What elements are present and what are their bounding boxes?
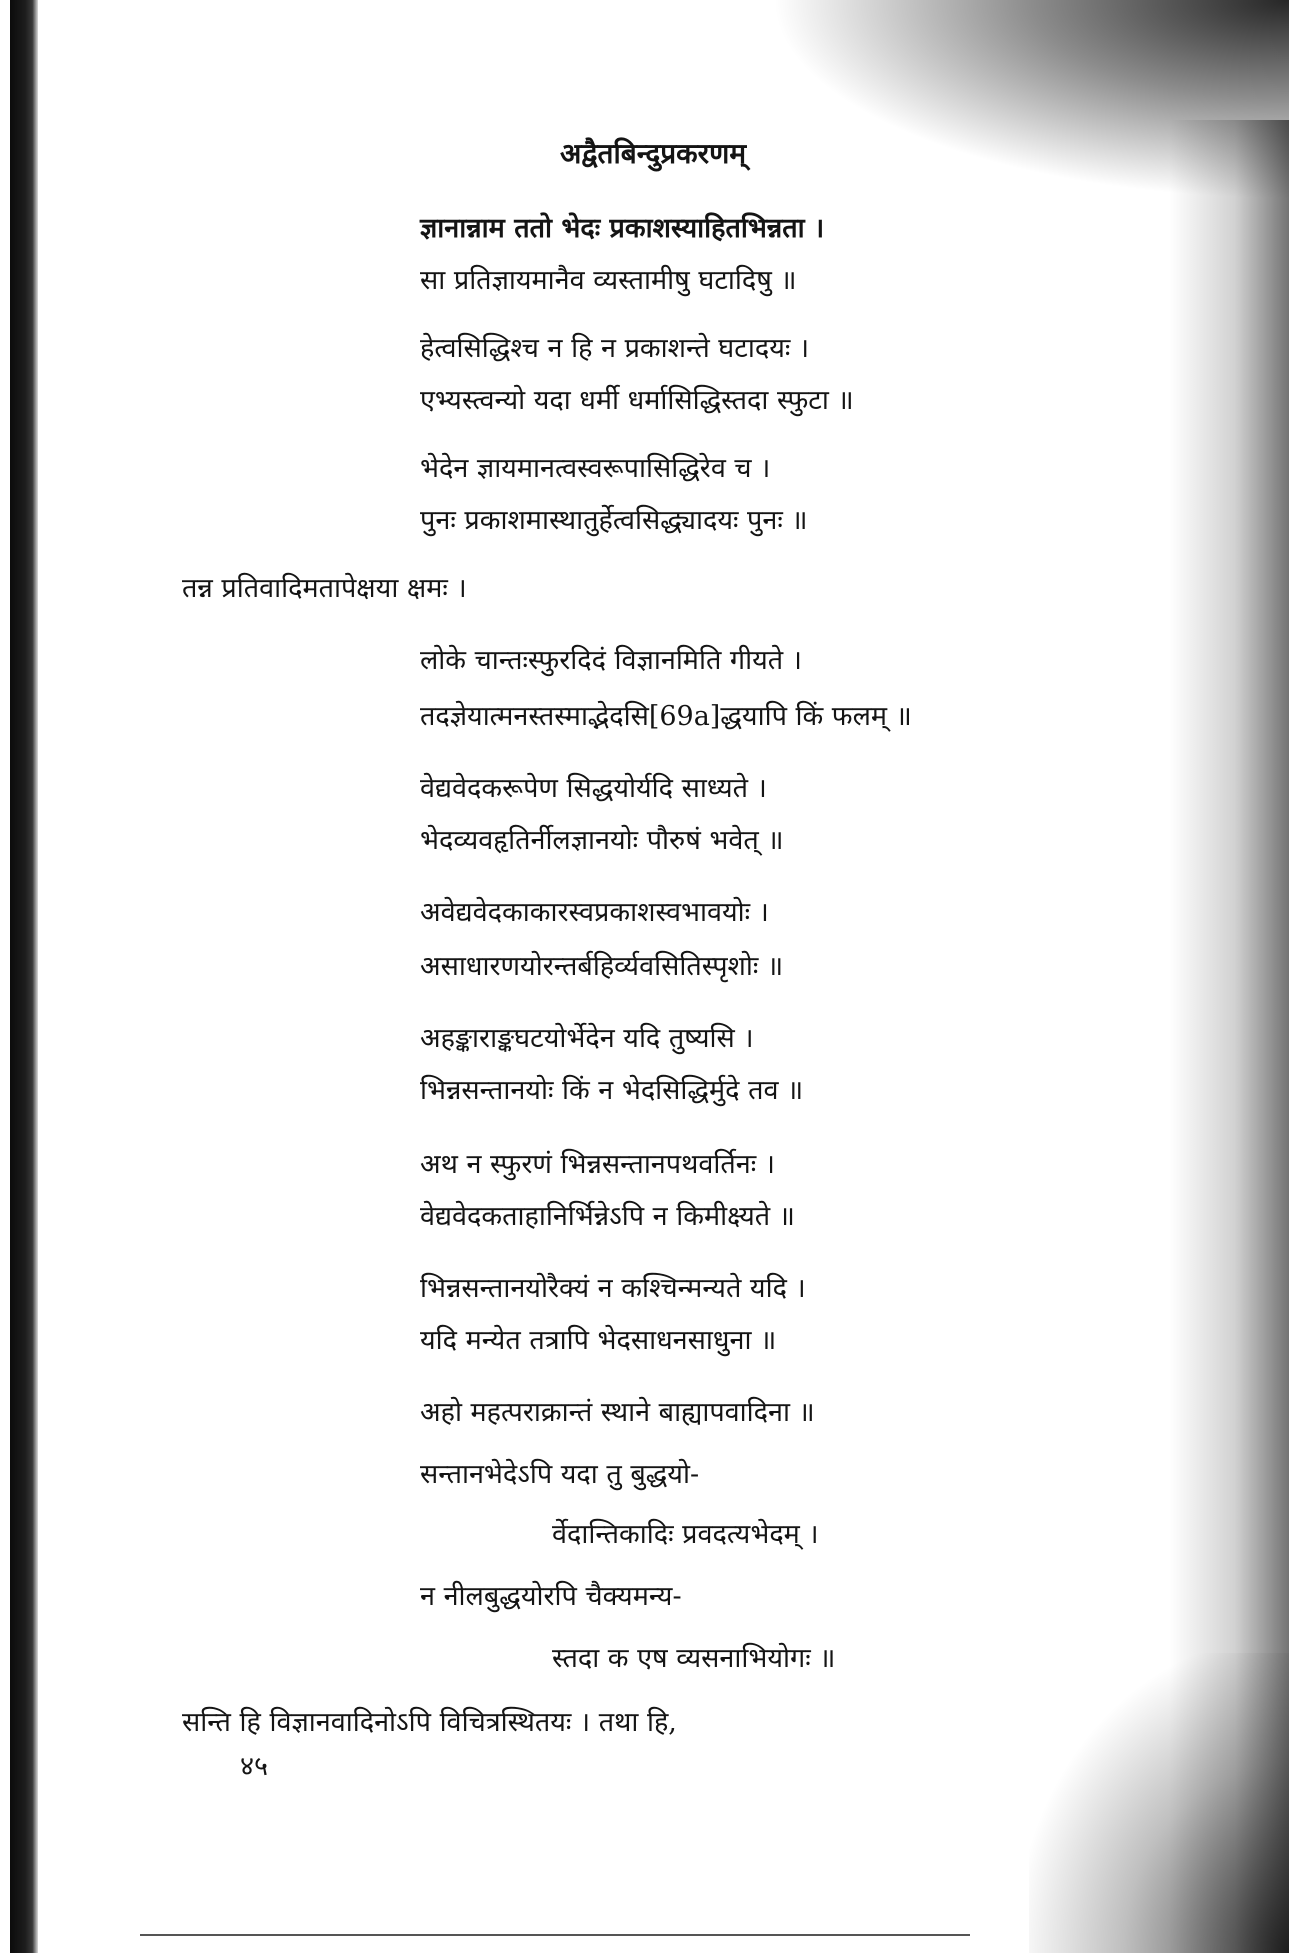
page-number: ४५ — [240, 1751, 269, 1782]
verse-line: यदि मन्येत तत्रापि भेदसाधनसाधुना ॥ — [420, 1325, 777, 1356]
verse-line: न नीलबुद्धयोरपि चैक्यमन्य- — [420, 1581, 682, 1612]
verse-line: सन्तानभेदेऽपि यदा तु बुद्धयो- — [420, 1459, 700, 1490]
verse-line: एभ्यस्त्वन्यो यदा धर्मी धर्मासिद्धिस्तदा स्फुटा ॥ — [420, 385, 854, 416]
verse-line: भिन्नसन्तानयोः किं न भेदसिद्धिर्मुदे तव ॥ — [420, 1075, 804, 1106]
verse-line: भेदव्यवहृतिर्नीलज्ञानयोः पौरुषं भवेत् ॥ — [420, 825, 784, 856]
verse-line: वेद्यवेदकताहानिर्भिन्नेऽपि न किमीक्ष्यते ॥ — [420, 1201, 795, 1232]
verse-line: अवेद्यवेदकाकारस्वप्रकाशस्वभावयोः । — [420, 897, 769, 928]
verse-line: हेत्वसिद्धिश्च न हि न प्रकाशन्ते घटादयः । — [420, 333, 810, 364]
bottom-rule — [140, 1934, 970, 1936]
book-spine-shadow — [10, 0, 38, 1953]
verse-line: वेद्यवेदकरूपेण सिद्धयोर्यदि साध्यते । — [420, 773, 767, 804]
prose-line: सन्ति हि विज्ञानवादिनोऽपि विचित्रस्थितयः । तथा हि, — [182, 1707, 677, 1738]
verse-line: पुनः प्रकाशमास्थातुर्हेत्वसिद्ध्यादयः पुनः ॥ — [420, 505, 808, 536]
verse-line: अहङ्काराङ्कघटयोर्भेदेन यदि तुष्यसि । — [420, 1023, 754, 1054]
scan-shadow-bottom — [1029, 1653, 1289, 1953]
verse-line: लोके चान्तःस्फुरदिदं विज्ञानमिति गीयते । — [420, 645, 802, 676]
verse-line: स्तदा क एष व्यसनाभियोगः ॥ — [552, 1643, 836, 1674]
verse-line: सा प्रतिज्ञायमानैव व्यस्तामीषु घटादिषु ॥ — [420, 265, 797, 296]
verse-line: तदज्ञेयात्मनस्तस्माद्भेदसि[69a]द्धयापि किं फलम् ॥ — [420, 701, 912, 732]
verse-line: असाधारणयोरन्तर्बहिर्व्यवसितिस्पृशोः ॥ — [420, 951, 784, 982]
running-header: अद्वैतबिन्दुप्रकरणम् — [560, 137, 747, 170]
verse-line: अहो महत्पराक्रान्तं स्थाने बाह्यापवादिना ॥ — [420, 1397, 815, 1428]
verse-line: भेदेन ज्ञायमानत्वस्वरूपासिद्धिरेव च । — [420, 453, 771, 484]
verse-line: भिन्नसन्तानयोरैक्यं न कश्चिन्मन्यते यदि । — [420, 1273, 806, 1304]
prose-line: तन्न प्रतिवादिमतापेक्षया क्षमः । — [182, 573, 467, 604]
verse-line: र्वेदान्तिकादिः प्रवदत्यभेदम् । — [552, 1519, 819, 1550]
verse-line: अथ न स्फुरणं भिन्नसन्तानपथवर्तिनः । — [420, 1149, 776, 1180]
verse-line: ज्ञानान्नाम ततो भेदः प्रकाशस्याहितभिन्नता । — [420, 213, 825, 244]
